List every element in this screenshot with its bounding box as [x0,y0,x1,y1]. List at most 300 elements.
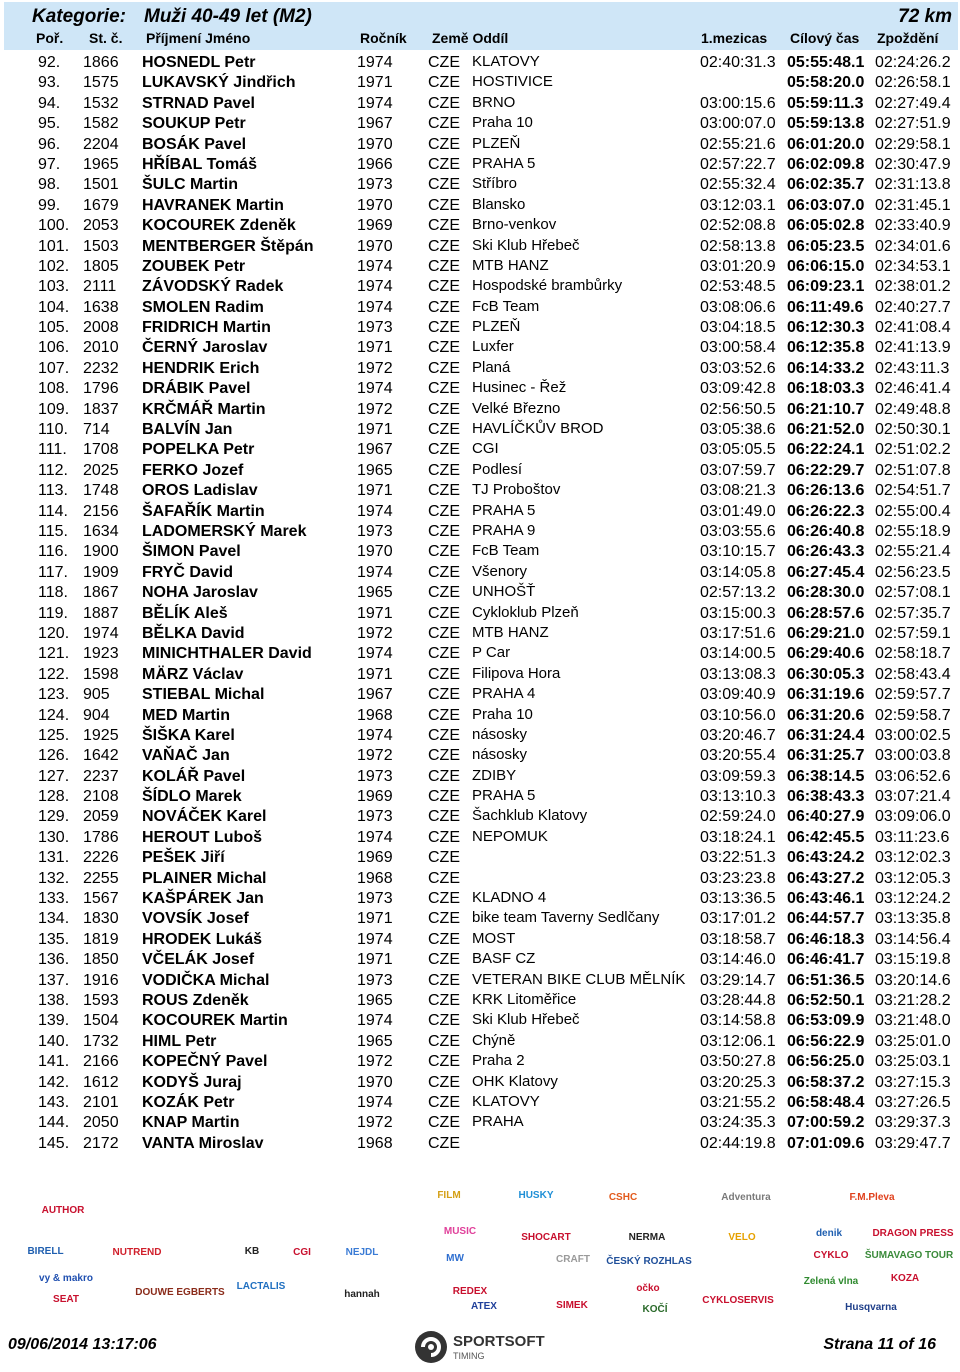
cell-cil: 06:58:48.4 [787,1093,865,1111]
cell-cil: 06:28:57.6 [787,604,865,622]
cell-jmeno: ŠULC Martin [142,176,238,194]
cell-zeme: CZE [428,1053,460,1071]
cell-mez: 03:12:06.1 [700,1032,776,1050]
cell-mez: 03:24:35.3 [700,1114,776,1132]
cell-rocnik: 1972 [357,359,393,377]
print-timestamp: 09/06/2014 13:17:06 [8,1336,157,1353]
table-row [0,215,960,235]
cell-jmeno: KODYŠ Juraj [142,1073,242,1091]
sponsor-logo: Adventura [721,1191,771,1203]
cell-rocnik: 1971 [357,339,393,357]
cell-st: 714 [83,421,110,439]
cell-rocnik: 1968 [357,869,393,887]
cell-mez: 03:05:38.6 [700,421,776,439]
cell-mez: 03:28:44.8 [700,991,776,1009]
cell-oddil: PRAHA 5 [472,501,536,519]
cell-zeme: CZE [428,890,460,908]
cell-oddil: Praha 10 [472,114,533,132]
table-row [0,317,960,337]
sponsor-logo: CSHC [608,1191,638,1203]
cell-rocnik: 1970 [357,135,393,153]
cell-cil: 05:55:48.1 [787,54,865,71]
cell-poradi: 110. [38,421,68,439]
cell-mez: 03:13:36.5 [700,890,776,908]
cell-zp: 03:13:35.8 [875,910,951,928]
cell-zp: 03:00:03.8 [875,747,951,765]
cell-cil: 06:29:21.0 [787,624,865,642]
cell-cil: 06:22:24.1 [787,441,865,459]
cell-zeme: CZE [428,788,460,806]
cell-zeme: CZE [428,339,460,357]
cell-zp: 02:56:23.5 [875,563,951,581]
cell-mez: 03:15:00.3 [700,604,776,622]
cell-jmeno: LADOMERSKÝ Marek [142,522,307,540]
cell-zp: 02:24:26.2 [875,54,951,71]
cell-st: 1805 [83,257,119,275]
cell-cil: 06:27:45.4 [787,563,865,581]
cell-oddil: Velké Březno [472,399,561,417]
cell-zeme: CZE [428,380,460,398]
cell-zeme: CZE [428,910,460,928]
cell-zp: 02:57:59.1 [875,624,951,642]
cell-cil: 06:12:30.3 [787,319,865,337]
table-row [0,1112,960,1132]
cell-oddil: KRK Litoměřice [472,990,577,1008]
cell-poradi: 124. [38,706,70,724]
cell-jmeno: DRÁBIK Pavel [142,380,251,398]
cell-zeme: CZE [428,482,460,500]
cell-rocnik: 1970 [357,237,393,255]
col-header-mezicas: 1.mezicas [701,30,768,46]
cell-rocnik: 1968 [357,706,393,724]
cell-mez: 02:53:48.5 [700,278,776,296]
cell-st: 1748 [83,482,119,500]
cell-oddil: Podlesí [472,460,523,478]
cell-mez: 03:14:00.5 [700,645,776,663]
cell-poradi: 115. [38,522,68,540]
results-table [0,52,960,1153]
cell-cil: 07:01:09.6 [787,1134,865,1152]
cell-rocnik: 1970 [357,196,393,214]
cell-jmeno: HRODEK Lukáš [142,930,263,948]
cell-st: 1974 [83,624,119,642]
cell-zeme: CZE [428,849,460,867]
cell-rocnik: 1971 [357,604,393,622]
sponsor-logo: CYKLO [813,1249,849,1261]
cell-zp: 02:41:08.4 [875,319,951,337]
sponsor-logo: AUTHOR [41,1204,85,1216]
cell-rocnik: 1973 [357,808,393,826]
cell-zp: 02:34:53.1 [875,257,951,275]
cell-poradi: 111. [38,441,67,459]
cell-zeme: CZE [428,951,460,969]
cell-oddil: MTB HANZ [472,623,549,641]
cell-oddil: PRAHA 5 [472,154,536,172]
cell-poradi: 129. [38,808,70,826]
cell-jmeno: ŠAFAŘÍK Martin [142,502,265,520]
cell-mez: 02:52:08.8 [700,217,776,235]
cell-jmeno: FERKO Jozef [142,461,244,479]
cell-zp: 02:51:07.8 [875,461,951,479]
cell-zeme: CZE [428,217,460,235]
cell-jmeno: ŠIŠKA Karel [142,726,235,744]
table-row [0,1031,960,1051]
sponsor-logos [0,1180,960,1320]
cell-zp: 02:50:30.1 [875,421,951,439]
cell-zp: 02:55:18.9 [875,522,951,540]
cell-oddil: PLZEŇ [472,318,521,336]
cell-mez: 03:14:58.8 [700,1012,776,1030]
cell-zp: 02:27:51.9 [875,115,951,133]
cell-zeme: CZE [428,441,460,459]
cell-zp: 03:27:26.5 [875,1093,951,1111]
table-row [0,439,960,459]
cell-zeme: CZE [428,747,460,765]
cell-jmeno: POPELKA Petr [142,441,255,459]
cell-poradi: 113. [38,482,68,500]
cell-rocnik: 1974 [357,54,393,71]
cell-poradi: 123. [38,686,70,704]
table-row [0,1010,960,1030]
table-row [0,195,960,215]
cell-zp: 02:51:02.2 [875,441,951,459]
cell-jmeno: MED Martin [142,706,230,724]
sponsor-logo: MW [446,1252,464,1264]
cell-jmeno: NOHA Jaroslav [142,584,258,602]
cell-zeme: CZE [428,155,460,173]
table-row [0,337,960,357]
cell-st: 1837 [83,400,119,418]
sponsor-logo: DOUWE EGBERTS [135,1286,225,1298]
cell-zeme: CZE [428,421,460,439]
table-row [0,868,960,888]
cell-cil: 06:26:40.8 [787,522,865,540]
cell-cil: 06:40:27.9 [787,808,865,826]
cell-zp: 03:06:52.6 [875,767,951,785]
cell-cil: 06:38:14.5 [787,767,865,785]
cell-jmeno: KAŠPÁREK Jan [142,890,264,908]
cell-st: 2166 [83,1053,119,1071]
cell-oddil: Blansko [472,195,526,213]
cell-mez: 03:20:25.3 [700,1073,776,1091]
cell-zp: 02:59:57.7 [875,686,951,704]
sponsor-logo: BIRELL [27,1245,64,1257]
cell-jmeno: KOLÁŘ Pavel [142,767,246,785]
cell-mez: 03:14:05.8 [700,563,776,581]
cell-oddil: FcB Team [472,542,540,560]
cell-jmeno: VANTA Miroslav [142,1134,264,1152]
sportsoft-sub: TIMING [453,1351,485,1361]
cell-oddil: KLATOVY [472,1092,540,1110]
cell-poradi: 117. [38,563,68,581]
sponsor-logo: MUSIC [443,1225,477,1237]
cell-rocnik: 1974 [357,278,393,296]
cell-rocnik: 1971 [357,951,393,969]
cell-rocnik: 1972 [357,747,393,765]
table-row [0,154,960,174]
cell-oddil: FcB Team [472,297,540,315]
cell-mez: 02:40:31.3 [700,54,776,71]
cell-rocnik: 1971 [357,74,393,92]
cell-cil: 06:46:18.3 [787,930,865,948]
cell-zp: 02:31:45.1 [875,196,951,214]
cell-zp: 03:20:14.6 [875,971,951,989]
cell-jmeno: ZÁVODSKÝ Radek [142,278,284,296]
cell-st: 2204 [83,135,119,153]
cell-rocnik: 1974 [357,298,393,316]
cell-st: 2226 [83,849,119,867]
cell-jmeno: HAVRANEK Martin [142,196,284,214]
cell-jmeno: ZOUBEK Petr [142,257,246,275]
sponsor-logo: hannah [344,1288,380,1300]
cell-zp: 03:11:23.6 [875,828,950,846]
cell-rocnik: 1967 [357,686,393,704]
cell-oddil: násosky [472,746,528,764]
cell-zeme: CZE [428,176,460,194]
cell-jmeno: LUKAVSKÝ Jindřich [142,74,296,92]
cell-jmeno: ČERNÝ Jaroslav [142,339,268,357]
cell-rocnik: 1972 [357,400,393,418]
cell-cil: 06:43:27.2 [787,869,865,887]
cell-zp: 03:00:02.5 [875,726,951,744]
cell-zeme: CZE [428,1012,460,1030]
cell-zp: 02:49:48.8 [875,400,951,418]
cell-cil: 06:29:40.6 [787,645,865,663]
cell-rocnik: 1965 [357,991,393,1009]
cell-rocnik: 1969 [357,788,393,806]
table-row [0,806,960,826]
cell-mez: 03:10:56.0 [700,706,776,724]
cell-poradi: 105. [38,319,70,337]
cell-rocnik: 1965 [357,584,393,602]
cell-zeme: CZE [428,706,460,724]
cell-oddil: HAVLÍČKŮV BROD [472,420,604,438]
cell-rocnik: 1968 [357,1134,393,1152]
sponsor-logo: CYKLOSERVIS [702,1294,774,1306]
cell-jmeno: ŠÍDLO Marek [142,788,242,806]
cell-mez: 03:01:49.0 [700,502,776,520]
cell-rocnik: 1974 [357,380,393,398]
table-row [0,929,960,949]
table-row [0,582,960,602]
cell-poradi: 130. [38,828,70,846]
sponsor-logo: ŠUMAVAGO TOUR [864,1249,954,1261]
table-row [0,847,960,867]
cell-jmeno: MENTBERGER Štěpán [142,237,314,255]
cell-rocnik: 1974 [357,726,393,744]
table-row [0,93,960,113]
cell-zeme: CZE [428,135,460,153]
cell-zeme: CZE [428,584,460,602]
cell-zeme: CZE [428,1134,460,1152]
cell-jmeno: VOVSÍK Josef [142,910,249,928]
cell-poradi: 107. [38,359,70,377]
cell-jmeno: STIEBAL Michal [142,686,265,704]
cell-zeme: CZE [428,1114,460,1132]
cell-zeme: CZE [428,522,460,540]
cell-cil: 06:52:50.1 [787,991,865,1009]
cell-jmeno: MINICHTHALER David [142,645,312,663]
cell-poradi: 138. [38,991,70,1009]
cell-mez: 03:12:03.1 [700,196,776,214]
cell-poradi: 92. [38,54,61,71]
cell-cil: 06:22:29.7 [787,461,865,479]
cell-poradi: 135. [38,930,70,948]
cell-st: 1598 [83,665,119,683]
cell-zeme: CZE [428,624,460,642]
cell-cil: 05:59:11.3 [787,94,864,112]
cell-mez: 03:21:55.2 [700,1093,776,1111]
cell-st: 904 [83,706,110,724]
cell-mez: 02:55:21.6 [700,135,776,153]
cell-st: 1642 [83,747,119,765]
cell-jmeno: PEŠEK Jiří [142,849,225,867]
cell-cil: 05:59:13.8 [787,115,865,133]
table-row [0,1051,960,1071]
cell-st: 1867 [83,584,119,602]
cell-jmeno: KOCOUREK Zdeněk [142,217,296,235]
cell-st: 2008 [83,319,119,337]
cell-poradi: 127. [38,767,70,785]
cell-cil: 06:38:43.3 [787,788,865,806]
cell-zeme: CZE [428,74,460,92]
cell-st: 1850 [83,951,119,969]
cell-st: 1708 [83,441,119,459]
cell-mez: 03:08:21.3 [700,482,776,500]
cell-cil: 06:56:22.9 [787,1032,865,1050]
table-row [0,745,960,765]
cell-poradi: 131. [38,849,70,867]
cell-jmeno: HENDRIK Erich [142,359,260,377]
table-row [0,766,960,786]
cell-st: 1612 [83,1073,119,1091]
sponsor-logo: NEJDL [345,1246,379,1258]
sponsor-logo: ATEX [471,1300,497,1312]
cell-zeme: CZE [428,54,460,71]
sponsor-logo: očko [636,1282,660,1294]
cell-zp: 02:27:49.4 [875,94,951,112]
cell-poradi: 98. [38,176,61,194]
cell-poradi: 121. [38,645,70,663]
sponsor-logo: HUSKY [518,1189,554,1201]
category-title [32,6,312,28]
cell-zeme: CZE [428,726,460,744]
cell-oddil: PRAHA 4 [472,685,536,703]
cell-rocnik: 1969 [357,217,393,235]
sponsor-logo: LACTALIS [236,1280,286,1292]
cell-zeme: CZE [428,400,460,418]
cell-st: 1786 [83,828,119,846]
cell-rocnik: 1972 [357,624,393,642]
cell-jmeno: SMOLEN Radim [142,298,264,316]
cell-poradi: 108. [38,380,70,398]
cell-zp: 03:12:02.3 [875,849,951,867]
cell-rocnik: 1974 [357,257,393,275]
table-row [0,908,960,928]
cell-oddil: Hospodské brambůrky [472,277,623,295]
cell-mez: 03:04:18.5 [700,319,776,337]
sponsor-logo: REDEX [452,1285,488,1297]
cell-poradi: 93. [38,74,61,92]
table-row [0,1072,960,1092]
cell-zeme: CZE [428,665,460,683]
col-header-zeme-oddil: Země Oddíl [432,30,509,46]
cell-jmeno: FRYČ David [142,563,233,581]
cell-mez: 03:09:40.9 [700,686,776,704]
table-row [0,603,960,623]
cell-oddil: PLZEŇ [472,134,521,152]
cell-cil: 06:26:22.3 [787,502,865,520]
results-header [4,2,958,50]
cell-poradi: 97. [38,155,61,173]
cell-zeme: CZE [428,645,460,663]
cell-mez: 03:18:24.1 [700,828,776,846]
cell-zp: 03:09:06.0 [875,808,951,826]
cell-mez: 02:57:13.2 [700,584,776,602]
cell-cil: 06:56:25.0 [787,1053,865,1071]
cell-poradi: 95. [38,115,61,133]
cell-oddil: PRAHA [472,1113,524,1131]
cell-jmeno: FRIDRICH Martin [142,319,271,337]
cell-mez: 03:17:01.2 [700,910,776,928]
cell-poradi: 96. [38,135,61,153]
cell-oddil: Ski Klub Hřebeč [472,1011,580,1029]
cell-cil: 06:18:03.3 [787,380,865,398]
sportsoft-logo [413,1327,543,1367]
cell-st: 2237 [83,767,119,785]
cell-st: 1796 [83,380,119,398]
category-label: Kategorie: [32,6,126,27]
cell-jmeno: KNAP Martin [142,1114,240,1132]
cell-mez: 02:56:50.5 [700,400,776,418]
cell-mez: 03:09:59.3 [700,767,776,785]
cell-st: 1567 [83,890,119,908]
col-header-jmeno: Příjmení Jméno [146,30,251,46]
cell-mez: 02:57:22.7 [700,155,776,173]
cell-zp: 03:07:21.4 [875,788,951,806]
table-row [0,460,960,480]
cell-oddil: ZDIBY [472,766,517,784]
table-row [0,52,960,72]
cell-oddil: PRAHA 9 [472,521,536,539]
cell-jmeno: KOPEČNÝ Pavel [142,1053,268,1071]
table-row [0,419,960,439]
sponsor-logo: VELO [728,1231,756,1243]
cell-rocnik: 1973 [357,319,393,337]
cell-mez: 03:09:42.8 [700,380,776,398]
cell-oddil: Praha 10 [472,705,533,723]
table-row [0,705,960,725]
col-header-startovni-cislo: St. č. [89,30,123,46]
cell-rocnik: 1974 [357,1012,393,1030]
cell-oddil: Cykloklub Plzeň [472,603,579,621]
cell-zp: 03:15:19.8 [875,951,951,969]
table-row [0,480,960,500]
cell-zeme: CZE [428,115,460,133]
cell-zp: 02:58:43.4 [875,665,951,683]
cell-zeme: CZE [428,237,460,255]
cell-zp: 02:29:58.1 [875,135,951,153]
cell-oddil: CGI [472,440,499,458]
cell-st: 1925 [83,726,119,744]
table-row [0,113,960,133]
cell-cil: 06:09:23.1 [787,278,865,296]
cell-cil: 06:51:36.5 [787,971,865,989]
cell-oddil: VETERAN BIKE CLUB MĚLNÍK [472,970,686,988]
cell-cil: 06:43:46.1 [787,890,865,908]
cell-jmeno: VODIČKA Michal [142,971,270,989]
cell-mez: 03:01:20.9 [700,257,776,275]
